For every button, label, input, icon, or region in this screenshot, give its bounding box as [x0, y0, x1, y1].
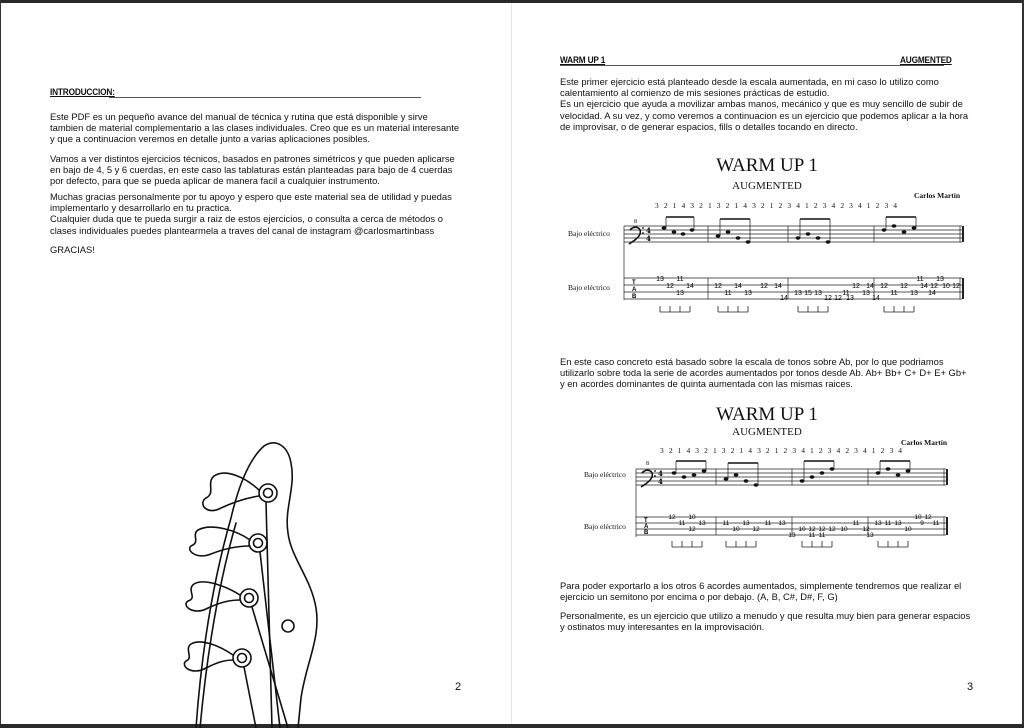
s2-tab-n: 10	[798, 526, 806, 533]
s2-tab-n: 10	[688, 514, 696, 521]
s1-tab-n: 13	[910, 290, 918, 297]
s2-tab-n: 11	[722, 520, 730, 527]
viewer-frame-bottom	[0, 724, 1024, 728]
s1-tab-n: 12	[880, 283, 888, 290]
score-1-composer: Carlos Martín	[914, 191, 961, 200]
s2-tab-n: 11	[932, 520, 940, 527]
score-2-octave: 8	[646, 461, 649, 467]
score-1-timesig-top: 4	[646, 226, 651, 235]
intro-heading: INTRODUCCION:	[50, 87, 115, 97]
s2-tab-n: 11	[884, 520, 892, 527]
s2-tab-n: 12	[924, 514, 932, 521]
intro-heading-rule	[109, 97, 421, 98]
s2-tab-n: 10	[840, 526, 848, 533]
s1-tab-n: 12	[760, 283, 768, 290]
score-1-tab-b: B	[632, 294, 637, 300]
s1-tab-n: 12	[952, 283, 960, 290]
s1-tab-n: 13	[936, 276, 944, 283]
warmup-header-rule	[560, 65, 944, 66]
s1-tab-n: 13	[794, 290, 802, 297]
s1-tab-n: 15	[804, 290, 812, 297]
s1-tab-n: 13	[656, 276, 664, 283]
s1-tab-n: 11	[724, 290, 732, 297]
score-1-tab-label: Bajo eléctrico	[568, 283, 610, 292]
warmup-header-left: WARM UP 1	[560, 55, 606, 65]
s1-tab-n: 11	[842, 290, 850, 297]
s1-tab-n: 12	[852, 283, 860, 290]
s2-tab-n: 10	[914, 514, 922, 521]
score-2-title: WARM UP 1	[716, 404, 818, 425]
s1-tab-n: 12	[930, 283, 938, 290]
warmup-closing-paragraph-1: Para poder exportarlo a los otros 6 acordes aumentados, simplemente tendremos que realizar el ejercicio un semitono por encima o por debajo. (A, B, C#, D#, F, G)	[560, 580, 962, 603]
s2-tab-n: 12	[688, 526, 696, 533]
s1-tab-n: 14	[866, 283, 874, 290]
s2-tab-n: 12	[862, 526, 870, 533]
score-1-staff-label: Bajo eléctrico	[568, 229, 610, 238]
intro-paragraph-1: Este PDF es un pequeño avance del manual de técnica y rutina que está disponible y sirve tambien de material complementario a las clases individuales. Creo que es un material interesante y que a continuacion veremos en detalle junto a varias aplicaciones posibles.	[50, 111, 460, 145]
s2-tab-n: 12	[818, 526, 826, 533]
s2-tab-n: 11	[764, 520, 772, 527]
page-number-left: 2	[455, 681, 462, 693]
s1-tab-n: 13	[862, 290, 870, 297]
s2-tab-n: 9	[920, 520, 924, 527]
s1-tab-n: 11	[676, 276, 684, 283]
s1-tab-n: 12	[714, 283, 722, 290]
score-2-notation	[632, 453, 952, 553]
score-1-octave: 8	[634, 219, 637, 225]
score-2-staff-label: Bajo eléctrico	[584, 470, 626, 479]
s1-tab-n: 14	[920, 283, 928, 290]
s2-tab-n: 11	[678, 520, 686, 527]
warmup-header-right: AUGMENTED	[900, 55, 952, 65]
s1-tab-n: 12	[834, 295, 842, 302]
s2-tab-n: 11	[808, 532, 816, 539]
score-1-tab-t: T	[632, 280, 636, 286]
s1-tab-n: 14	[928, 290, 936, 297]
s1-tab-n: 14	[780, 295, 788, 302]
s2-tab-n: 13	[874, 520, 882, 527]
s2-tab-n: 13	[866, 532, 874, 539]
score-2-tab-b: B	[644, 530, 649, 536]
s2-tab-n: 12	[828, 526, 836, 533]
score-1-fingering: 3 2 1 4 3 2 1 3 2 1 4 3 2 1 2 3 4 1 2 3 4 2 3 4 1 2 3 4	[655, 201, 899, 210]
score-2-timesig-top: 4	[658, 469, 663, 478]
page-number-right: 3	[967, 681, 974, 693]
score-2-tab-label: Bajo eléctrico	[584, 522, 626, 531]
s2-tab-n: 13	[894, 520, 902, 527]
s1-tab-n: 12	[900, 283, 908, 290]
s2-tab-n: 13	[788, 532, 796, 539]
score-2-fingering: 3 2 1 4 3 2 1 3 2 1 4 3 2 1 2 3 4 1 2 3 4 2 3 4 1 2 3 4	[660, 446, 904, 455]
score-2-tab-t: T	[644, 518, 648, 524]
warmup-closing-paragraph-2: Personalmente, es un ejercicio que utilizo a menudo y que resulta muy bien para generar espacios y ostinatos muy interesantes en la improvisación.	[560, 610, 971, 633]
s2-tab-n: 13	[742, 520, 750, 527]
s2-tab-n: 12	[752, 526, 760, 533]
score-2-tab-a: A	[644, 524, 649, 530]
s2-tab-n: 13	[778, 520, 786, 527]
s1-tab-n: 14	[774, 283, 782, 290]
s1-tab-n: 13	[744, 290, 752, 297]
s2-tab-n: 12	[808, 526, 816, 533]
s1-tab-n: 12	[824, 295, 832, 302]
warmup-intro-paragraph: Este primer ejercicio está planteado desde la escala aumentada, en mi caso lo utilizo como calentamiento al comienzo de mis sesiones prácticas de estudio. Es un ejercicio que ayuda a movilizar ambas manos, mecánico y que es muy sencillo de subir de velocidad. A su vez, y como veremos a continuacion es un ejercicio que podemos aplicar a la hora de improvisar, o de generar espacios, fills o detalles tocando en directo.	[560, 76, 969, 132]
s2-tab-n: 10	[904, 526, 912, 533]
s1-tab-n: 13	[676, 290, 684, 297]
score-1-title: WARM UP 1	[716, 155, 818, 176]
s1-tab-n: 13	[846, 295, 854, 302]
s2-tab-n: 13	[698, 520, 706, 527]
s1-tab-n: 12	[666, 283, 674, 290]
s1-tab-n: 13	[814, 290, 822, 297]
s1-tab-n: 11	[916, 276, 924, 283]
score-1-notation	[620, 208, 970, 318]
s2-tab-n: 11	[818, 532, 826, 539]
score-2-timesig-bottom: 4	[658, 477, 663, 486]
page-2	[1, 3, 511, 724]
score-2-subtitle: AUGMENTED	[732, 426, 802, 438]
page-3	[512, 3, 1022, 724]
score-2-composer: Carlos Martín	[901, 438, 948, 447]
score-1-timesig-bottom: 4	[646, 234, 651, 243]
s1-tab-n: 14	[686, 283, 694, 290]
s1-tab-n: 14	[734, 283, 742, 290]
warmup-middle-paragraph: En este caso concreto está basado sobre la escala de tonos sobre Ab, por lo que podriamos utilizarlo sobre toda la serie de acordes aumentados por tonos desde Ab. Ab+ Bb+ C+ D+ E+ Gb+ y en acordes dominantes de quinta aumentada con las mismas raices.	[560, 356, 967, 390]
score-1-tab-a: A	[632, 287, 637, 293]
s2-tab-n: 10	[732, 526, 740, 533]
intro-paragraph-4: GRACIAS!	[50, 244, 95, 255]
intro-paragraph-2: Vamos a ver distintos ejercicios técnicos, basados en patrones simétricos y que pueden aplicarse en bajo de 4, 5 y 6 cuerdas, en este caso las tablaturas están planteadas para bajo de 4 cuerdas por defecto, para que se pueda aplicar de manera facil a cualquier instrumento.	[50, 153, 455, 187]
s1-tab-n: 11	[890, 290, 898, 297]
score-1-subtitle: AUGMENTED	[732, 180, 802, 192]
s1-tab-n: 10	[942, 283, 950, 290]
s2-tab-n: 12	[668, 514, 676, 521]
s1-tab-n: 14	[872, 295, 880, 302]
intro-paragraph-3: Muchas gracias personalmente por tu apoyo y espero que este material sea de utilidad y puedas implementarlo y desarrollarlo en tu practica. Cualquier duda que te pueda surgir a raiz de estos ejercicios, o consulta a cerca de métodos o clases individuales puedes plantearmela a traves del canal de instagram @carlosmartinbass	[50, 191, 452, 236]
bass-headstock-illustration	[176, 438, 336, 728]
s2-tab-n: 11	[852, 520, 860, 527]
